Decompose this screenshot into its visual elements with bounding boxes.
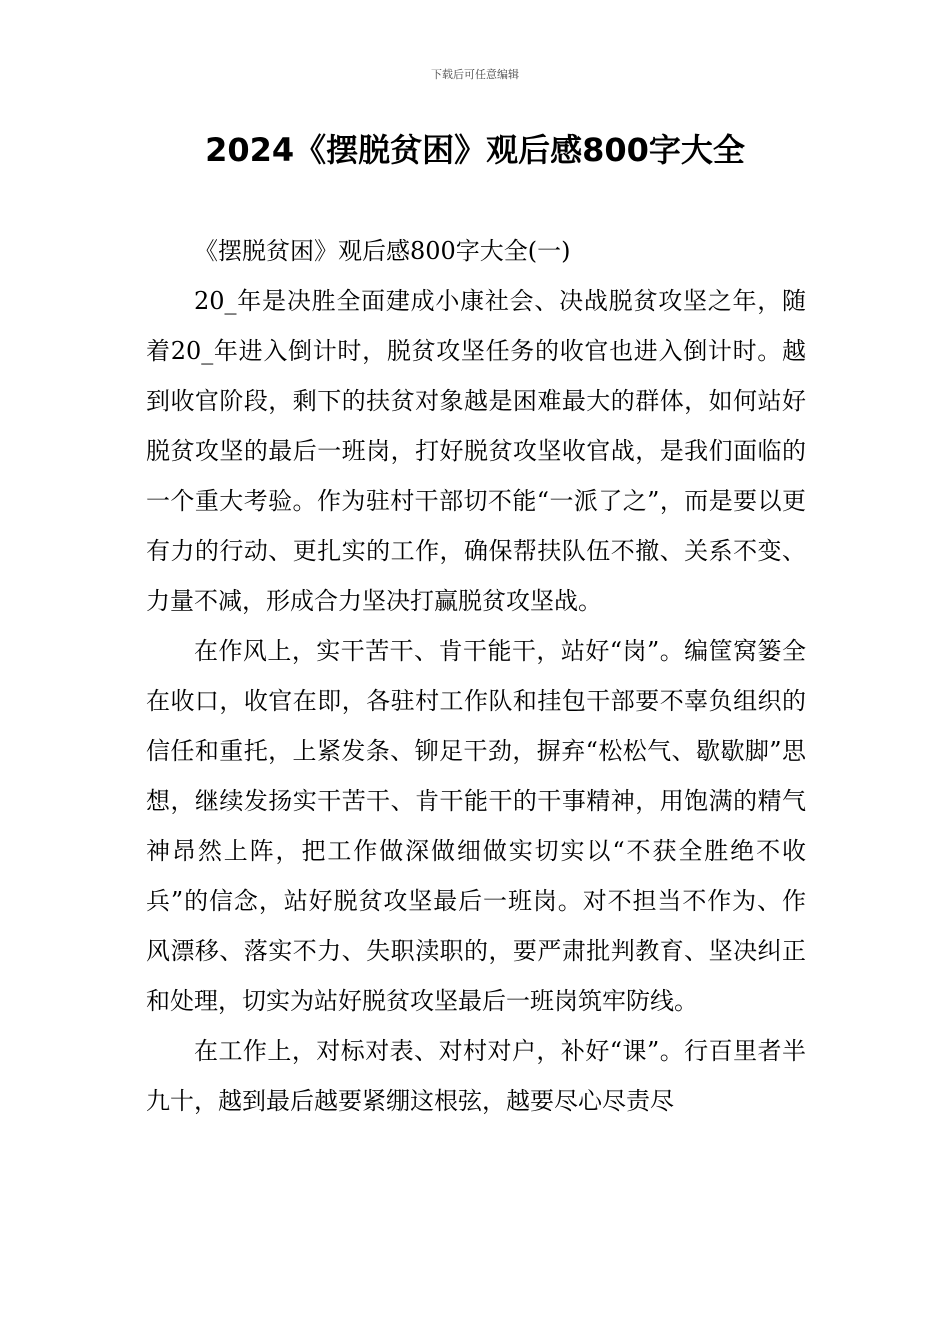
section-heading: 《摆脱贫困》观后感800字大全(一) xyxy=(194,237,571,265)
paragraph-2: 在作风上，实干苦干、肯干能干，站好“岗”。编筐窝篓全在收口，收官在即，各驻村工作队和挂包干部要不辜负组织的信任和重托，上紧发条、铆足干劲，摒弃“松松气、歇歇脚”思想，继续发扬实干苦干、肯干能干的干事精神，用饱满的精气神昂然上阵，把工作做深做细做实切实以“不获全胜绝不收兵”的信念，站好脱贫攻坚最后一班岗。对不担当不作为、作风漂移、落实不力、失职渎职的，要严肃批判教育、坚决纠正和处理，切实为站好脱贫攻坚最后一班岗筑牢防线。 xyxy=(146,637,806,1015)
paragraph-3: 在工作上，对标对表、对村对户，补好“课”。行百里者半九十，越到最后越要紧绷这根弦，越要尽心尽责尽 xyxy=(146,1037,806,1115)
document-body xyxy=(146,226,806,1126)
paragraph-1: 20_年是决胜全面建成小康社会、决战脱贫攻坚之年，随着20_年进入倒计时，脱贫攻坚任务的收官也进入倒计时。越到收官阶段，剩下的扶贫对象越是困难最大的群体，如何站好脱贫攻坚的最后一班岗，打好脱贫攻坚收官战，是我们面临的一个重大考验。作为驻村干部切不能“一派了之”，而是要以更有力的行动、更扎实的工作，确保帮扶队伍不撤、关系不变、力量不减，形成合力坚决打赢脱贫攻坚战。 xyxy=(146,287,806,615)
document-title: 2024《摆脱贫困》观后感800字大全 xyxy=(205,131,745,169)
header-note: 下载后可任意编辑 xyxy=(431,68,519,81)
